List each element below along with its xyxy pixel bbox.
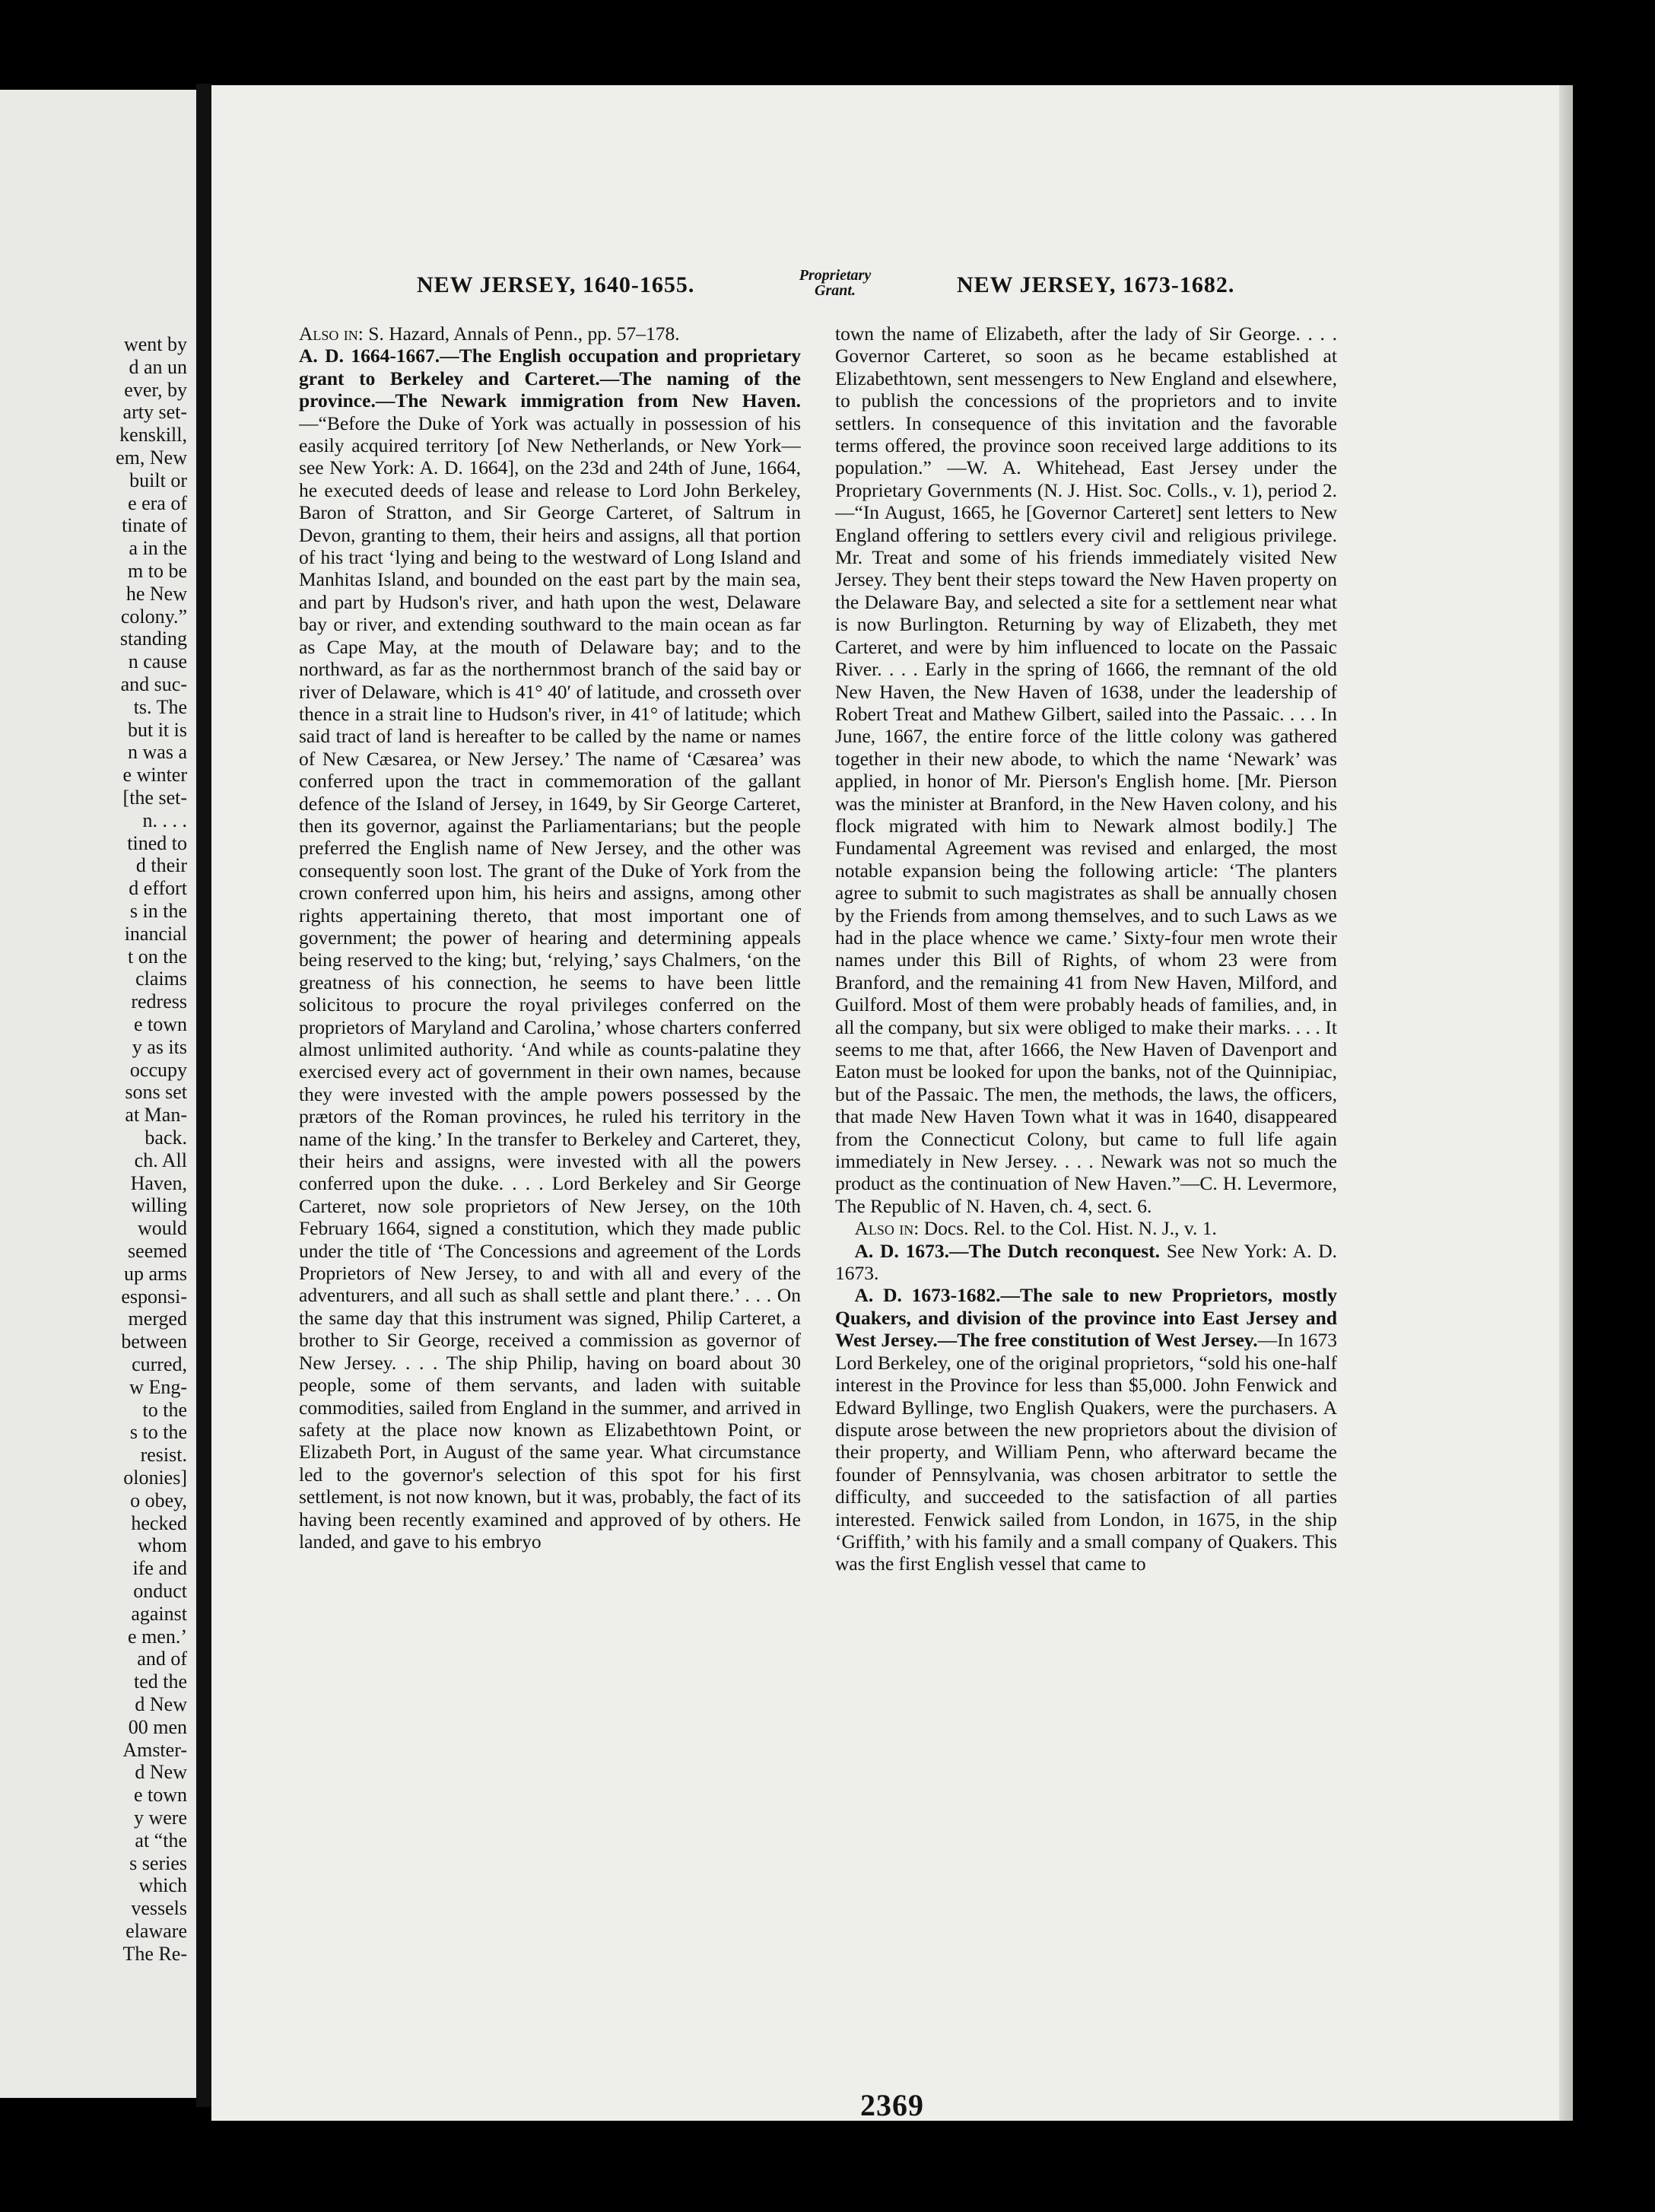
left-page-line: The Re- (122, 1942, 187, 1965)
also-in-citation-2 (835, 1217, 1337, 1239)
left-page-line: y were (133, 1807, 187, 1829)
left-page-line: vessels (131, 1897, 187, 1920)
left-page-line: inancial (124, 922, 187, 945)
left-page-line: e town (133, 1013, 187, 1035)
right-column (835, 323, 1337, 2011)
running-head-right: NEW JERSEY, 1673-1682. (957, 272, 1235, 297)
entry-1673 (835, 1240, 1337, 1285)
left-page-line: redress (131, 990, 187, 1013)
left-page-line: s series (129, 1851, 187, 1874)
left-page-line: built or (129, 469, 187, 491)
left-page-line: kenskill, (119, 424, 187, 447)
left-page-line: would (138, 1217, 187, 1240)
left-page-line: s to the (129, 1421, 187, 1444)
left-page-line: up arms (123, 1262, 187, 1285)
left-column (299, 323, 801, 2011)
left-page-line: at Man- (125, 1104, 187, 1127)
entry-1664 (299, 345, 801, 1553)
left-page-line: e men.’ (128, 1625, 187, 1648)
left-page-line: m to be (128, 560, 187, 582)
left-page-line: which (138, 1874, 187, 1897)
left-page-line: arty set- (122, 401, 187, 424)
left-page-line: onduct (133, 1580, 187, 1602)
left-page-line: tinate of (122, 514, 187, 537)
also-in-label: Also in (299, 323, 358, 345)
left-page-line: esponsi- (121, 1285, 187, 1308)
left-page-line: n cause (128, 650, 187, 673)
left-page-line: but it is (127, 718, 187, 741)
left-page-line: [the set- (122, 787, 187, 809)
left-page-line: t on the (128, 945, 187, 968)
left-page-line: em, New (116, 447, 187, 469)
book-gutter (196, 84, 211, 2107)
left-page-line: he New (125, 582, 187, 605)
left-page-line: to the (142, 1398, 187, 1421)
left-page-line: tined to (127, 831, 187, 854)
left-page-line: d their (135, 854, 187, 877)
left-page-line: ted the (133, 1670, 187, 1693)
running-head-center-line2: Grant. (815, 282, 856, 299)
entry-1673-1682-body: —In 1673 Lord Berkeley, one of the original proprietors, “sold his one-half interest in the Province for less than $5,000. John Fenwick and Edward Byllinge, two English Quakers, were the purchasers. A dispute arose between the new proprietors about the division of their property, and William Penn, who afterward became the founder of Pennsylvania, was chosen arbitrator to settle the difficulty, and succeeded to the satisfaction of all parties interested. Fenwick sailed from London, in 1675, in the ship ‘Griffith,’ with his family and a small company of Quakers. This was the first English vessel that came to (835, 1329, 1337, 1575)
left-page-line: and suc- (120, 673, 187, 695)
entry-body: —“Before the Duke of York was actually in possession of his easily acquired territory [of New Netherlands, or New York—see New York: A. D. 1664], on the 23d and 24th of June, 1664, he executed deeds of lease and release to Lord John Berkeley, Baron of Stratton, and Sir George Carteret, of Saltrum in Devon, granting to them, their heirs and assigns, all that portion of his tract ‘lying and being to the westward of Long Island and Manhitas Island, and bounded on the east part by the main sea, and part by Hudson's river, and hath upon the west, Delaware bay or river, and extending southward to the main ocean as far as Cape May, at the mouth of Delaware bay; and to the northward, as far as the northernmost branch of the said bay or river of Delaware, which is 41° 40′ of latitude, and crosseth over thence in a strait line to Hudson's river, in 41° of latitude; which said tract of land is hereafter to be called by the name or names of New Cæsarea, or New Jersey.’ The name of ‘Cæsarea’ was conferred upon the tract in commemoration of the gallant defence of the Island of Jersey, in 1649, by Sir George Carteret, then its governor, against the Parliamentarians; but the people preferred the English name of New Jersey, and the other was consequently soon lost. The grant of the Duke of York from the crown conferred upon him, his heirs and assigns, among other rights appertaining thereto, that most important one of government; the power of hearing and determining appeals being reserved to the king; but, ‘relying,’ says Chalmers, ‘on the greatness of his connection, he seems to have been little solicitous to procure the royal privileges conferred on the proprietors of Maryland and Carolina,’ whose charters conferred almost unlimited authority. ‘And while as counts-palatine they exercised every act of government in their own names, because they were invested with the ample powers possessed by the prætors of the Roman provinces, he ruled his territory in the name of the king.’ In the transfer to Berkeley and Carteret, they, their heirs and assigns, were invested with all the powers conferred upon the duke. . . . Lord Berkeley and Sir George Carteret, now sole proprietors of New Jersey, on the 10th February 1664, signed a constitution, which they made public under the title of ‘The Concessions and agreement of the Lords Proprietors of New Jersey, to and with all and every of the adventurers, and all such as shall settle and plant there.’ . . . On the same day that this instrument was signed, Philip Carteret, a brother to Sir George, received a commission as governor of New Jersey. . . . The ship Philip, having on board about 30 people, some of them servants, and laden with suitable commodities, sailed from England in the summer, and arrived in safety at the place now known as Elizabethtown Point, or Elizabeth Port, in August of the same year. What circumstance led to the governor's selection of this spot for his first settlement, is not now known, but it was, probably, the fact of its having been recently examined and approved of by others. He landed, and gave to his embryo (299, 412, 801, 1553)
left-page-line: ever, by (124, 378, 187, 401)
left-page-line: o obey, (130, 1489, 187, 1511)
left-page-line: d New (135, 1761, 187, 1784)
also-in-label-2: Also in (854, 1217, 914, 1240)
left-page-line: between (121, 1330, 187, 1353)
left-page-line: colony.” (120, 605, 187, 628)
entry-heading: A. D. 1664-1667.—The English occupation and proprietary grant to Berkeley and Carteret.—The naming of the province.—The Newark immigration from New Haven. (299, 345, 801, 412)
left-page-line: ch. All (134, 1149, 187, 1171)
left-page-line: Amster- (122, 1738, 187, 1761)
running-head-left: NEW JERSEY, 1640-1655. (417, 272, 695, 297)
left-page-line: resist. (140, 1444, 187, 1467)
left-page-line: seemed (128, 1240, 187, 1262)
left-page-line: d New (135, 1693, 187, 1715)
left-page-line: Haven, (130, 1171, 187, 1194)
left-page-line: ife and (132, 1557, 187, 1580)
left-page-line: s in the (129, 900, 187, 922)
left-page-line: at “the (135, 1829, 187, 1851)
running-head-center-line1: Proprietary (799, 267, 872, 284)
left-page-line: curred, (132, 1353, 187, 1375)
left-page-line: standing (119, 628, 187, 650)
running-head-center (778, 268, 892, 298)
left-page-line: e winter (122, 764, 187, 787)
page-edge (1559, 85, 1573, 2121)
entry-1673-heading: A. D. 1673.—The Dutch reconquest. (854, 1239, 1161, 1262)
left-page-line: willing (131, 1194, 187, 1217)
left-page-line: w Eng- (129, 1375, 187, 1398)
left-page-line: whom (138, 1534, 187, 1557)
left-page-line: e era of (128, 491, 187, 514)
left-page-line: and of (137, 1648, 187, 1670)
left-page-line: merged (128, 1308, 187, 1330)
book-page (211, 85, 1573, 2121)
left-page-fragment (0, 90, 196, 2098)
left-page-line: claims (135, 968, 187, 990)
left-page-line: against (131, 1602, 187, 1625)
left-page-line: n was a (128, 741, 187, 764)
left-page-line: y as its (132, 1035, 187, 1058)
entry-1664-continued: town the name of Elizabeth, after the lady of Sir George. . . . Governor Carteret, so soon as he became established at Elizabethtown, sent messengers to New England and elsewhere, to publish the concessions of the proprietors and to invite settlers. In consequence of this invitation and the favorable terms offered, the province soon received large additions to its population.” —W. A. Whitehead, East Jersey under the Proprietary Governments (N. J. Hist. Soc. Colls., v. 1), period 2.—“In August, 1665, he [Governor Carteret] sent letters to New England offering to settlers every civil and religious privilege. Mr. Treat and some of his friends immediately visited New Jersey. They bent their steps toward the New Haven property on the Delaware Bay, and selected a site for a settlement near what is now Burlington. Returning by way of Elizabeth, they met Carteret, and were by him influenced to locate on the Passaic River. . . . Early in the spring of 1666, the remnant of the old New Haven, the New Haven of 1638, under the leadership of Robert Treat and Mathew Gilbert, sailed into the Passaic. . . . In June, 1667, the entire force of the little colony was gathered together in their new abode, to which the name ‘Newark’ was applied, in honor of Mr. Pierson's English home. [Mr. Pierson was the minister at Branford, in the New Haven colony, and his flock migrated with him to Newark almost bodily.] The Fundamental Agreement was revised and enlarged, the most notable expansion being the following article: ‘The planters agree to submit to such magistrates as shall be annually chosen by the Friends from among themselves, and to such Laws as we had in the place whence we came.’ Sixty-four men wrote their names under this Bill of Rights, of whom 23 were from Branford, and the remaining 41 from New Haven, Milford, and Guilford. Most of them were probably heads of families, and, in all the company, but six were obliged to make their marks. . . . It seems to me that, after 1666, the New Haven of Davenport and Eaton must be looked for upon the banks, not of the Quinnipiac, but of the Passaic. The men, the methods, the laws, the officers, that made New Haven Town what it was in 1640, disappeared from the Connecticut Colony, but came to full life again immediately in New Jersey. . . . Newark was not so much the product as the continuation of New Haven.”—C. H. Levermore, The Republic of N. Haven, ch. 4, sect. 6. (835, 323, 1337, 1217)
left-page-line: sons set (125, 1081, 187, 1104)
page-number: 2369 (860, 2088, 924, 2121)
running-head (211, 268, 1573, 306)
left-page-line: hecked (131, 1511, 187, 1534)
entry-1673-1682 (835, 1284, 1337, 1575)
left-page-line: ts. The (133, 695, 187, 718)
left-page-line: olonies] (123, 1467, 187, 1489)
entry-1673-1682-heading: A. D. 1673-1682.—The sale to new Proprietors, mostly Quakers, and division of the province into East Jersey and West Jersey.—The free constitution of West Jersey. (835, 1284, 1337, 1352)
left-page-line: elaware (125, 1920, 187, 1942)
also-in-text-2: : Docs. Rel. to the Col. Hist. N. J., v. 1. (913, 1217, 1217, 1240)
left-page-line: d effort (129, 877, 187, 900)
also-in-text: : S. Hazard, Annals of Penn., pp. 57–178. (357, 323, 680, 345)
left-page-line: d an un (129, 355, 187, 378)
left-page-line: occupy (129, 1058, 187, 1081)
left-page-line: 00 men (128, 1715, 187, 1738)
left-page-line: n. . . . (142, 809, 187, 831)
entry-1673-body: See New York: A. D. 1673. (835, 1239, 1337, 1285)
left-page-line: e town (133, 1784, 187, 1807)
also-in-citation (299, 323, 801, 345)
left-page-line: a in the (129, 537, 187, 560)
left-page-line: went by (123, 333, 187, 355)
left-page-line: back. (145, 1127, 187, 1149)
